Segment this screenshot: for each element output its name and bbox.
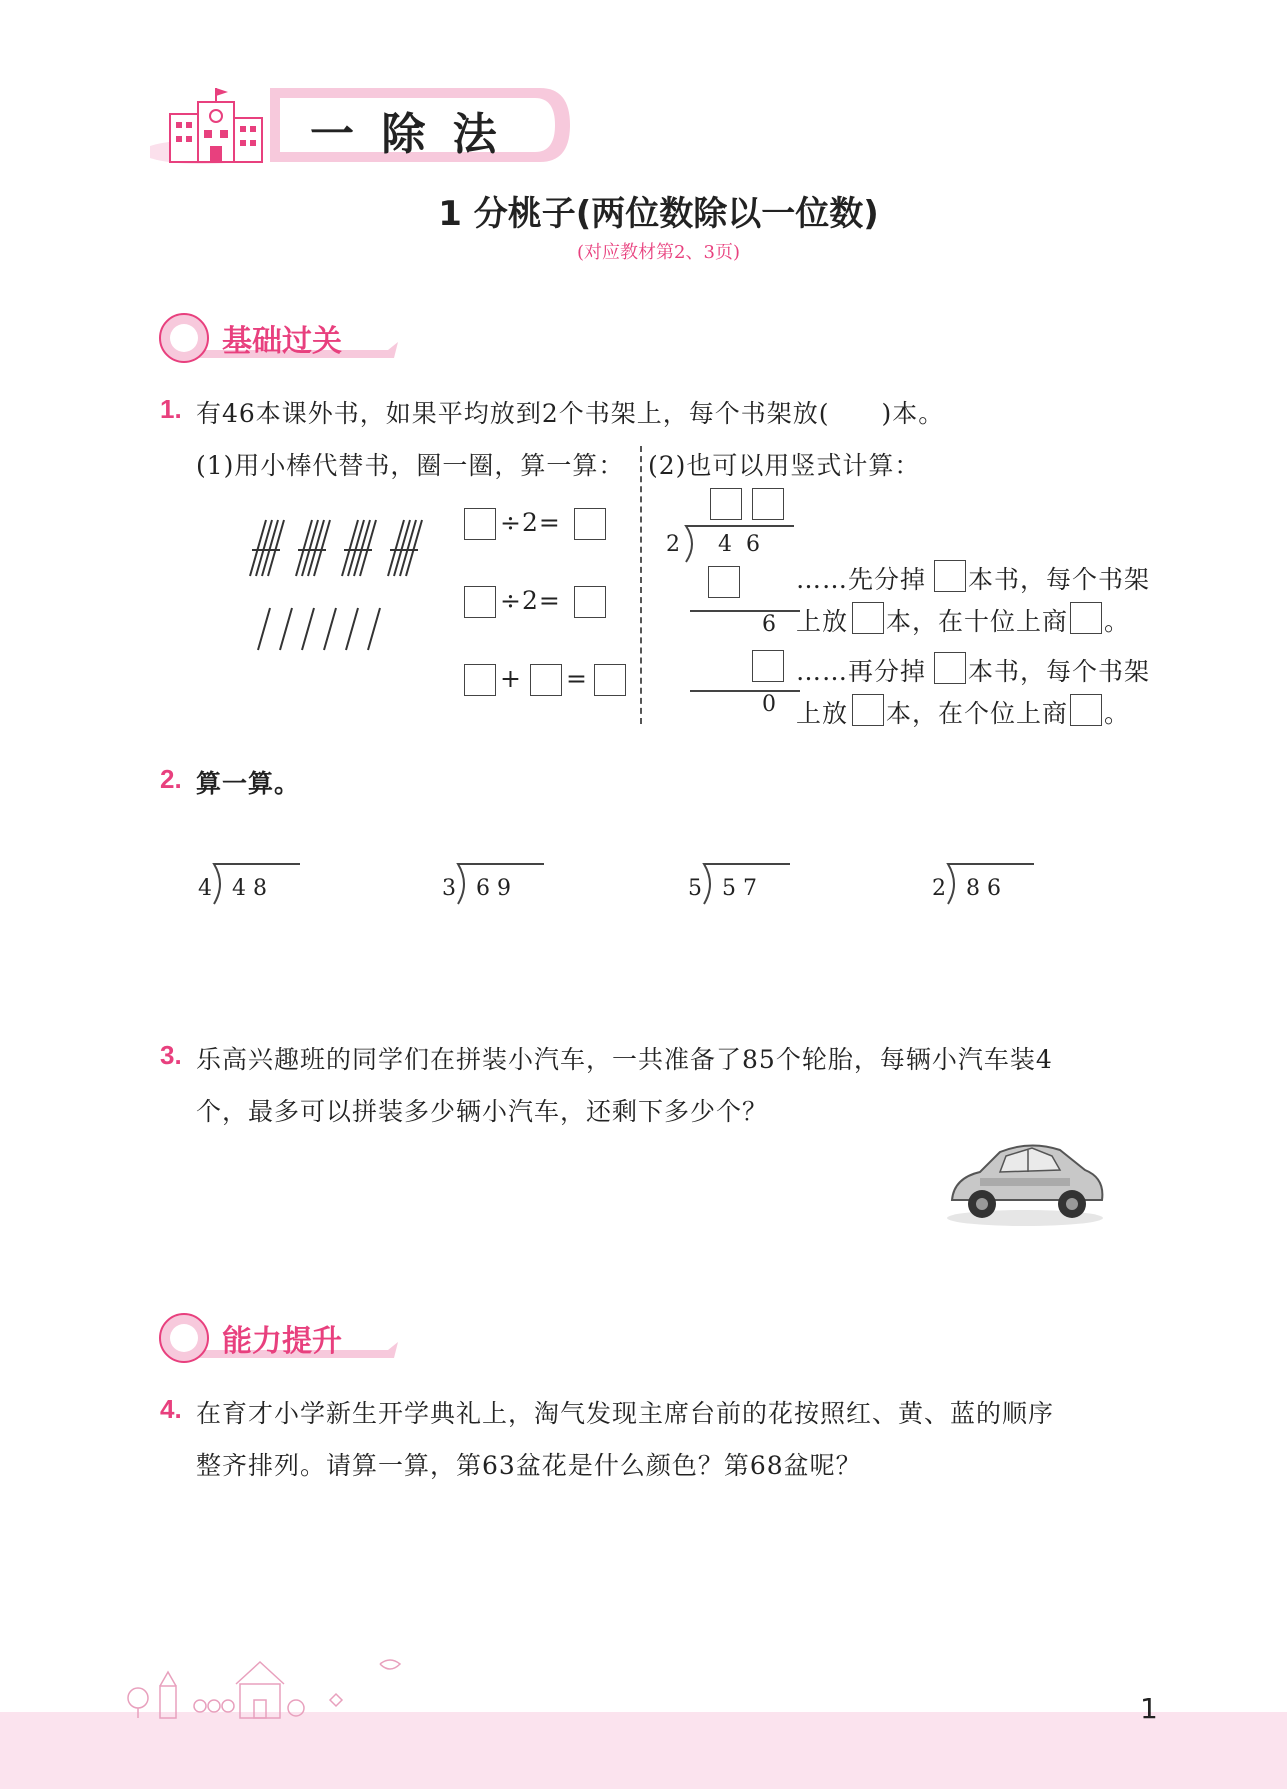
toy-car-image [940, 1130, 1110, 1234]
quotient-box[interactable] [710, 488, 742, 520]
q3-line1: 乐高兴趣班的同学们在拼装小汽车，一共准备了85个轮胎，每辆小汽车装4 [196, 1045, 1053, 1074]
answer-box[interactable] [530, 664, 562, 696]
period: 。 [1104, 699, 1131, 728]
ld-rem1: 6 [762, 612, 776, 637]
ld-line [690, 690, 800, 692]
dividend: 4 8 [232, 876, 267, 901]
ld-rem2: 0 [762, 692, 776, 717]
divisor: 4 [198, 876, 212, 901]
q3-line2: 个，最多可以拼装多少辆小汽车，还剩下多少个？ [196, 1097, 769, 1126]
step-box[interactable] [708, 566, 740, 598]
q3-number: 3. [160, 1040, 182, 1070]
step2-a: ……再分掉 [796, 657, 927, 686]
answer-box[interactable] [1070, 602, 1102, 634]
lesson-subtitle: (对应教材第2、3页) [577, 242, 740, 263]
q1-divider [640, 446, 642, 724]
answer-box[interactable] [464, 508, 496, 540]
q1-part1: (1)用小棒代替书，圈一圈，算一算： [196, 451, 625, 480]
step2-d: 本，在个位上商 [886, 699, 1069, 728]
step1-d: 本，在十位上商 [886, 607, 1069, 636]
answer-box[interactable] [574, 586, 606, 618]
step1-c: 上放 [796, 607, 849, 636]
ld-dividend: 4 6 [718, 532, 760, 557]
answer-box[interactable] [594, 664, 626, 696]
ld-line [690, 610, 800, 612]
answer-box[interactable] [852, 602, 884, 634]
eq-div-1: ÷2= [500, 508, 561, 537]
answer-box[interactable] [852, 694, 884, 726]
q4-number: 4. [160, 1394, 182, 1424]
q1-part2: (2)也可以用竖式计算： [648, 451, 921, 480]
divisor: 5 [688, 876, 702, 901]
eq-equals: = [566, 664, 588, 693]
q2-text: 算一算。 [196, 769, 301, 798]
chapter-header [150, 80, 570, 170]
divisor: 2 [932, 876, 946, 901]
period: 。 [1104, 607, 1131, 636]
step2-b: 本书，每个书架 [968, 657, 1151, 686]
lesson-title: 1 分桃子(两位数除以一位数) [438, 194, 879, 234]
answer-box[interactable] [464, 586, 496, 618]
section-basic-title: 基础过关 [222, 324, 342, 359]
section-advanced [158, 1310, 408, 1364]
q4-line2: 整齐排列。请算一算，第63盆花是什么颜色？第68盆呢？ [196, 1451, 862, 1480]
division-problem [930, 856, 1040, 906]
answer-box[interactable] [934, 560, 966, 592]
q1-number: 1. [160, 394, 182, 424]
division-problem [440, 856, 550, 906]
q2-number: 2. [160, 764, 182, 794]
sticks-illustration [240, 516, 440, 660]
eq-div-2: ÷2= [500, 586, 561, 615]
q1-text: 有46本课外书，如果平均放到2个书架上，每个书架放( )本。 [196, 399, 945, 428]
section-advanced-title: 能力提升 [222, 1324, 342, 1359]
step1-a: ……先分掉 [796, 565, 927, 594]
divisor: 3 [442, 876, 456, 901]
building-icon [162, 86, 272, 174]
answer-box[interactable] [464, 664, 496, 696]
dividend: 8 6 [966, 876, 1001, 901]
division-problem [196, 856, 306, 906]
step2-c: 上放 [796, 699, 849, 728]
ld-divisor: 2 [666, 532, 680, 557]
answer-box[interactable] [934, 652, 966, 684]
footer-town-decoration [120, 1650, 420, 1724]
eq-plus: + [500, 664, 522, 693]
quotient-box[interactable] [752, 488, 784, 520]
answer-box[interactable] [1070, 694, 1102, 726]
q4-line1: 在育才小学新生开学典礼上，淘气发现主席台前的花按照红、黄、蓝的顺序 [196, 1399, 1055, 1428]
division-problem [686, 856, 796, 906]
chapter-title: 一 除 法 [310, 109, 503, 160]
section-basic [158, 310, 408, 364]
answer-box[interactable] [574, 508, 606, 540]
step-box[interactable] [752, 650, 784, 682]
page-number: 1 [1140, 1692, 1158, 1725]
dividend: 6 9 [476, 876, 511, 901]
dividend: 5 7 [722, 876, 757, 901]
step1-b: 本书，每个书架 [968, 565, 1151, 594]
